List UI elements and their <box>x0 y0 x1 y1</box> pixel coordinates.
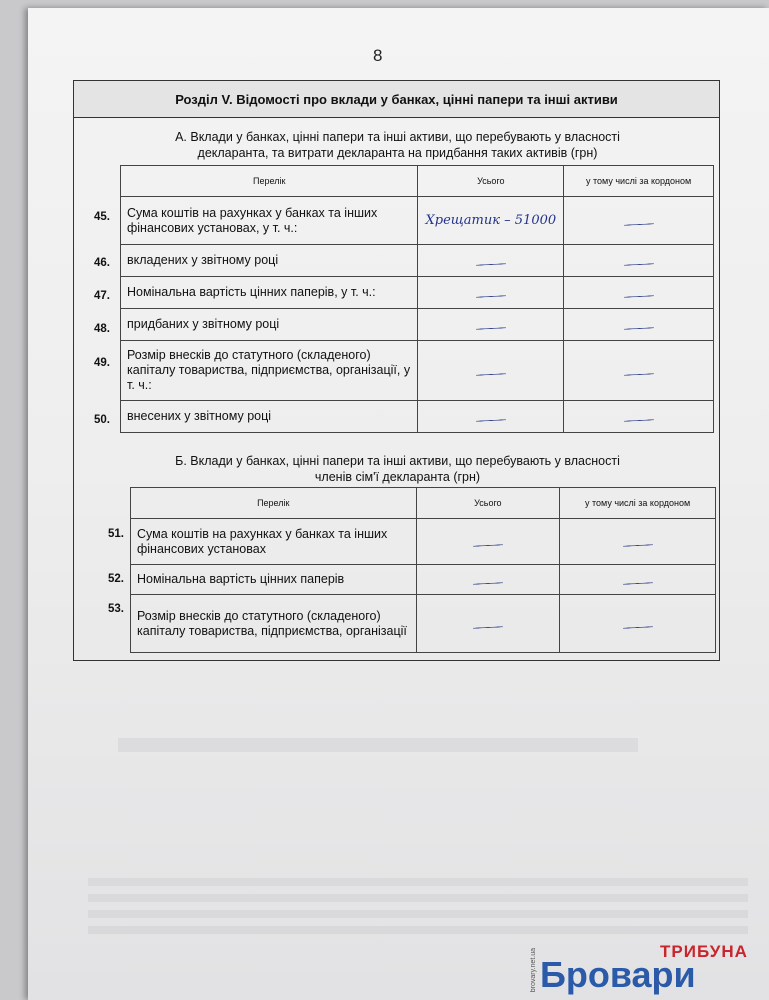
watermark-brand-top: ТРИБУНА <box>660 942 748 961</box>
part-a-title-line2: декларанта, та витрати декларанта на придбання таких активів (грн) <box>197 146 598 160</box>
row-total <box>418 245 564 277</box>
dash-mark <box>476 373 506 376</box>
row-abroad <box>560 565 716 595</box>
document-page <box>28 8 769 1000</box>
dash-mark <box>476 327 506 330</box>
part-b-title <box>114 453 681 485</box>
header-total: Усього <box>416 488 560 519</box>
handwritten-value: Хрещатик – 51000 <box>425 213 557 228</box>
row-label: Розмір внесків до статутного (складеного) капіталу товариства, підприємства, організації, у т. ч.: <box>121 341 418 401</box>
row-num-48: 48. <box>94 323 110 335</box>
row-abroad <box>564 277 714 309</box>
row-num-50: 50. <box>94 414 110 426</box>
row-total <box>416 519 560 565</box>
part-b-title-line2: членів сім'ї декларанта (грн) <box>314 470 481 484</box>
section-v <box>73 80 720 661</box>
dash-mark <box>473 544 503 547</box>
part-a-table <box>120 165 714 433</box>
row-abroad <box>564 245 714 277</box>
part-b-title-line1: Б. Вклади у банках, цінні папери та інші активи, що перебувають у власності <box>175 454 620 468</box>
row-abroad <box>564 341 714 401</box>
row-abroad <box>560 519 716 565</box>
part-a-title <box>114 129 681 161</box>
row-abroad <box>564 309 714 341</box>
row-label: придбаних у звітному році <box>121 309 418 341</box>
header-abroad: у тому числі за кордоном <box>560 488 716 519</box>
dash-mark <box>623 582 653 585</box>
row-label: Сума коштів на рахунках у банках та інших фінансових установах <box>131 519 417 565</box>
section-title: Розділ V. Відомості про вклади у банках, цінні папери та інші активи <box>74 81 719 118</box>
dash-mark <box>473 626 503 629</box>
row-label: Номінальна вартість цінних паперів, у т. ч.: <box>121 277 418 309</box>
watermark-site: brovary.net.ua <box>530 948 537 993</box>
row-label: Розмір внесків до статутного (складеного) капіталу товариства, підприємства, організації <box>131 595 417 653</box>
part-a-title-line1: А. Вклади у банках, цінні папери та інші активи, що перебувають у власності <box>175 130 620 144</box>
dash-mark <box>476 263 506 266</box>
row-label: внесених у звітному році <box>121 401 418 433</box>
row-label: Сума коштів на рахунках у банках та інших фінансових установах, у т. ч.: <box>121 197 418 245</box>
bleed-through-text <box>118 738 638 752</box>
dash-mark <box>623 626 653 629</box>
dash-mark <box>624 373 654 376</box>
row-num-49: 49. <box>94 357 110 369</box>
dash-mark <box>624 295 654 298</box>
row-total <box>418 401 564 433</box>
row-num-47: 47. <box>94 290 110 302</box>
dash-mark <box>473 582 503 585</box>
dash-mark <box>624 327 654 330</box>
bleed-through-paragraph <box>88 878 748 938</box>
page-number: 8 <box>373 46 383 65</box>
row-total <box>418 277 564 309</box>
dash-mark <box>624 223 654 226</box>
row-total <box>418 197 564 245</box>
watermark-brand-main: Бровари <box>540 954 696 995</box>
row-num-51: 51. <box>108 528 124 540</box>
row-num-46: 46. <box>94 257 110 269</box>
dash-mark <box>624 263 654 266</box>
header-list: Перелік <box>121 166 418 197</box>
row-num-45: 45. <box>94 211 110 223</box>
row-total <box>418 341 564 401</box>
row-total <box>416 595 560 653</box>
header-total: Усього <box>418 166 564 197</box>
part-b-table <box>130 487 716 653</box>
row-label: Номінальна вартість цінних паперів <box>131 565 417 595</box>
row-abroad <box>560 595 716 653</box>
dash-mark <box>476 295 506 298</box>
dash-mark <box>623 544 653 547</box>
dash-mark <box>476 419 506 422</box>
row-abroad <box>564 197 714 245</box>
header-abroad: у тому числі за кордоном <box>564 166 714 197</box>
row-num-52: 52. <box>108 573 124 585</box>
header-list: Перелік <box>131 488 417 519</box>
dash-mark <box>624 419 654 422</box>
row-label: вкладених у звітному році <box>121 245 418 277</box>
row-total <box>418 309 564 341</box>
row-total <box>416 565 560 595</box>
watermark-logo <box>530 940 769 1000</box>
row-num-53: 53. <box>108 603 124 615</box>
row-abroad <box>564 401 714 433</box>
